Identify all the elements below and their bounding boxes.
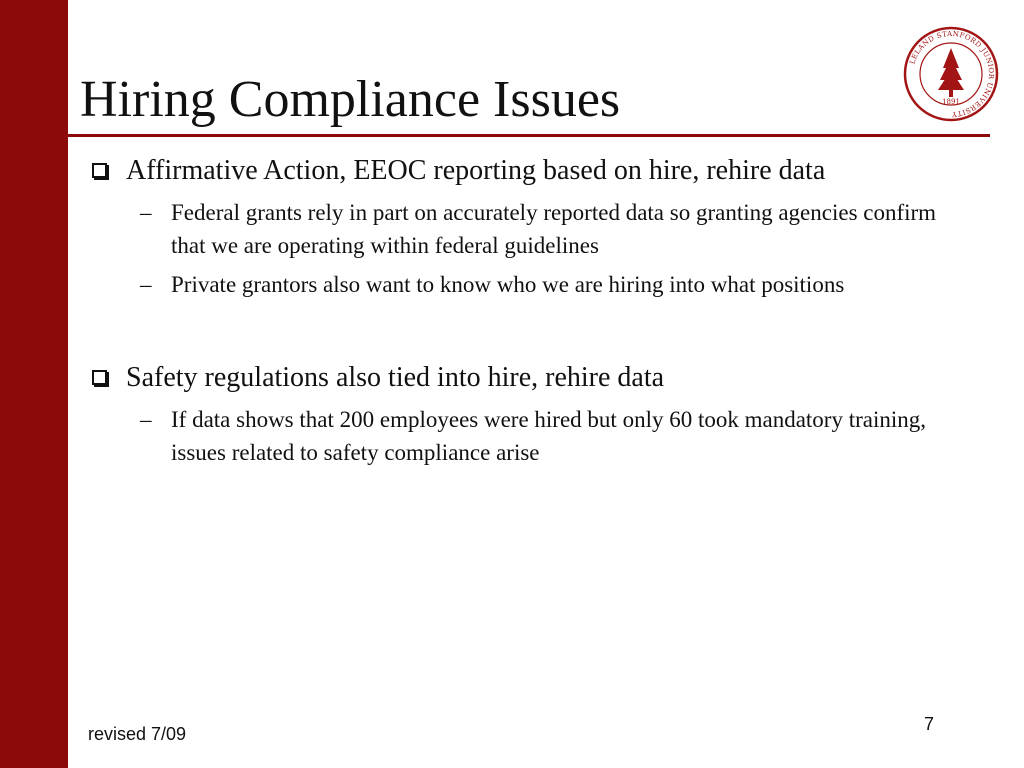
redwood-tree-icon bbox=[938, 48, 964, 97]
sub-bullet-2-1-text: If data shows that 200 employees were hired but only 60 took mandatory training, issues related to safety compliance arise bbox=[171, 407, 926, 465]
bullet-1 bbox=[88, 152, 968, 190]
seal-year: 1891 bbox=[942, 98, 960, 106]
bullet-1-text: Affirmative Action, EEOC reporting based on hire, rehire data bbox=[126, 155, 826, 186]
bullet-2 bbox=[88, 359, 968, 397]
title-divider bbox=[68, 134, 990, 137]
revision-footer: revised 7/09 bbox=[88, 724, 187, 744]
checkbox-bullet-icon bbox=[92, 370, 107, 385]
bullet-2-text: Safety regulations also tied into hire, rehire data bbox=[126, 362, 665, 393]
stanford-seal-icon bbox=[903, 26, 999, 122]
dash-bullet-icon: – bbox=[140, 407, 152, 432]
sub-bullet-1-2-text: Private grantors also want to know who we are hiring into what positions bbox=[171, 272, 845, 297]
sub-bullet-1-2 bbox=[88, 268, 968, 301]
page-number: 7 bbox=[924, 714, 935, 734]
left-accent-bar bbox=[0, 0, 68, 768]
checkbox-bullet-icon bbox=[92, 163, 107, 178]
sub-bullet-1-1-text: Federal grants rely in part on accurately reported data so granting agencies confirm that we are operating within federal guidelines bbox=[171, 200, 937, 258]
sub-bullet-2-1 bbox=[88, 403, 968, 469]
seal-ring-text: LELAND STANFORD JUNIOR UNIVERSITY bbox=[908, 29, 996, 119]
slide-title: Hiring Compliance Issues bbox=[80, 71, 621, 128]
slide-body bbox=[88, 152, 968, 469]
dash-bullet-icon: – bbox=[140, 272, 152, 297]
dash-bullet-icon: – bbox=[140, 200, 152, 225]
sub-bullet-1-1 bbox=[88, 196, 968, 262]
